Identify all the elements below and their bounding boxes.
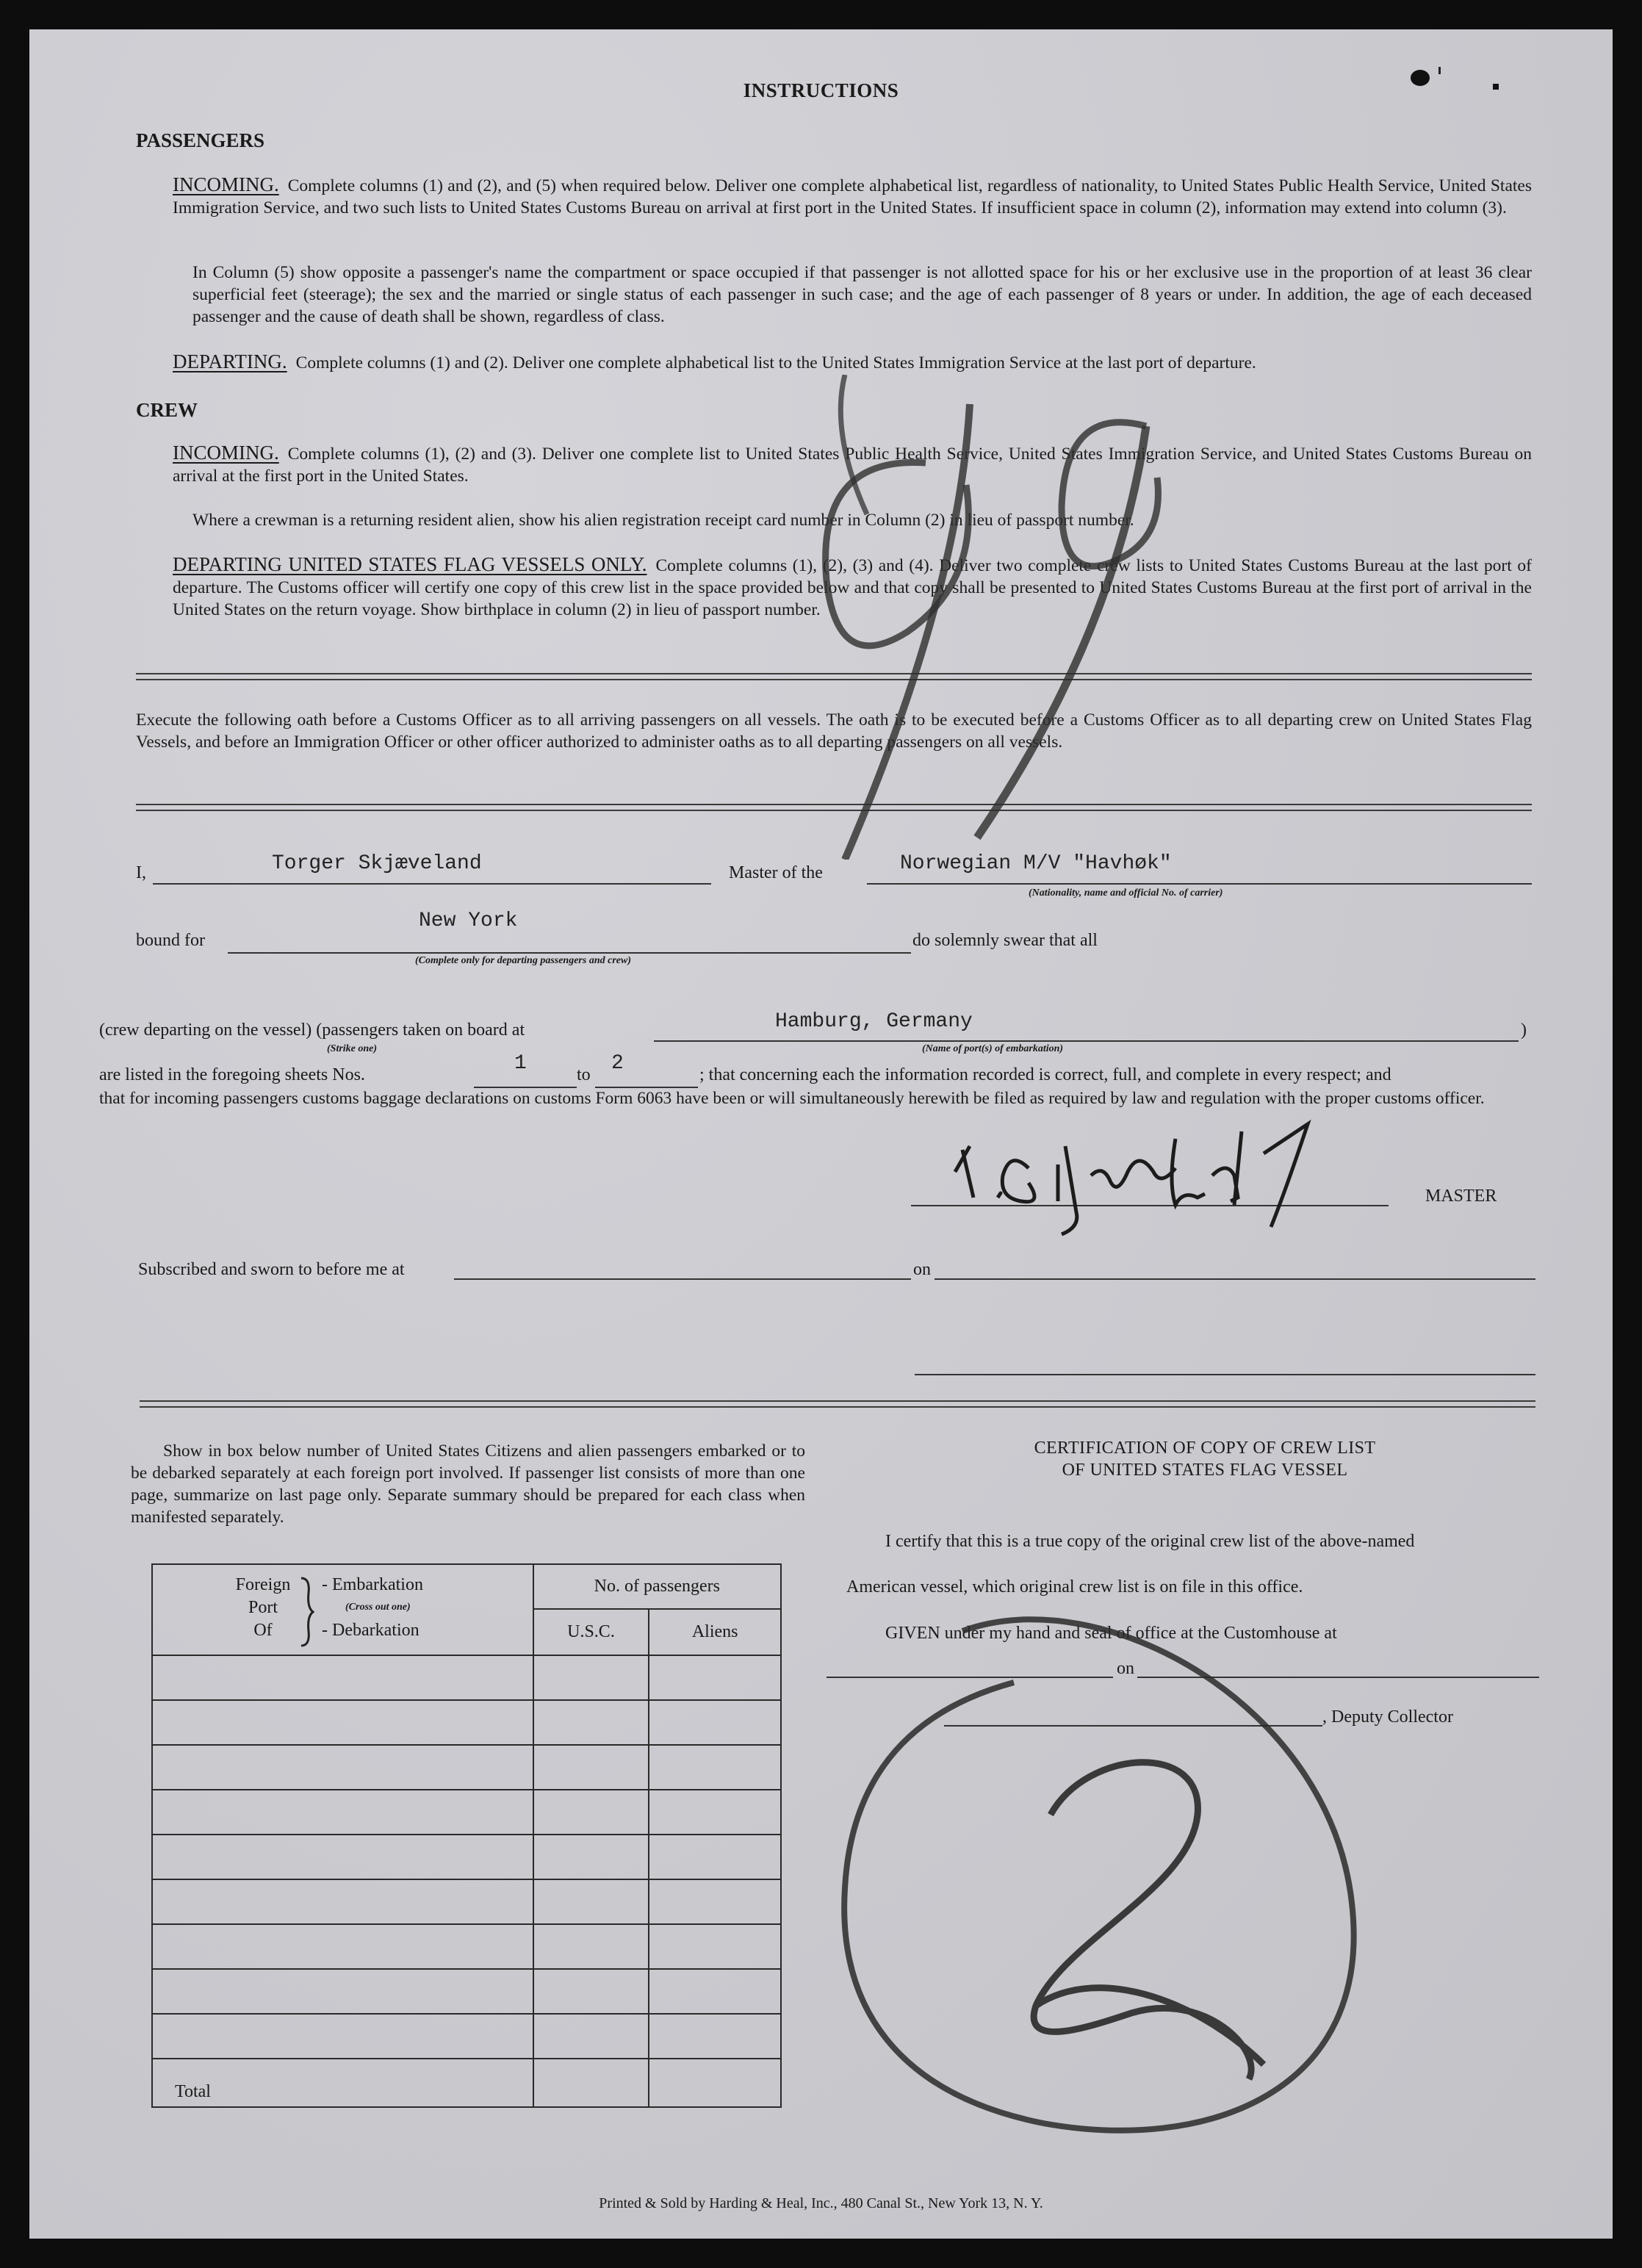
ink-blot — [1411, 70, 1430, 86]
swear-label: do solemnly swear that all — [912, 931, 1098, 950]
crew-alien-note: Where a crewman is a returning resident alien, show his alien registration receipt card number in Column (2) in lieu of passport number. — [192, 511, 1134, 530]
strike-caption: (Strike one) — [327, 1043, 378, 1054]
passengers-departing-text: Complete columns (1) and (2). Deliver one complete alphabetical list to the United States Immigration Service at the last port of departure. — [295, 353, 1256, 372]
crew-incoming-text: Complete columns (1), (2) and (3). Deliver one complete list to United States Public Health Service, United States Immigration Service, and United States Customs Bureau on arrival at the first port in the United States. — [173, 444, 1532, 486]
crew-departing-text: Complete columns (1), (2), (3) and (4). Deliver two complete crew lists to United States Customs Bureau at the last port of departure. The Customs officer will certify one copy of this crew list in the space provided below and that copy shall be presented to United States Customs Bureau at the first port of arrival in the United States on the return voyage. Show birthplace in column (2) in lieu of passport number. — [173, 556, 1532, 619]
passengers-incoming-text: Complete columns (1) and (2), and (5) when required below. Deliver one complete alphabetical list, regardless of nationality, to United States Public Health Service, United States Immigration Service, and two such lists to United States Customs Bureau on arrival at first port in the United States. If insufficient space in column (2), information may extend into column (3). — [173, 176, 1532, 217]
table-cell[interactable] — [152, 1655, 533, 1700]
table-cell[interactable] — [152, 1879, 533, 1924]
bound-for-value: New York — [419, 910, 518, 932]
table-cell[interactable] — [649, 1879, 781, 1924]
table-cell[interactable] — [533, 1969, 649, 2014]
i-label: I, — [136, 863, 146, 882]
table-cell[interactable] — [533, 1655, 649, 1700]
divider — [140, 1406, 1535, 1408]
table-cell[interactable] — [649, 1969, 781, 2014]
certification-on: on — [1117, 1659, 1134, 1678]
certification-title-1: CERTIFICATION OF COPY OF CREW LIST — [1034, 1439, 1376, 1458]
bound-for-label: bound for — [136, 931, 205, 950]
table-cell[interactable] — [152, 1700, 533, 1745]
passengers-departing-label: DEPARTING. — [173, 350, 287, 372]
brace-icon — [298, 1575, 314, 1649]
circled-page-number — [823, 1594, 1411, 2167]
table-cell[interactable] — [533, 1790, 649, 1835]
embarkation-label: - Embarkation — [322, 1575, 423, 1594]
vessel-name: Norwegian M/V "Havhøk" — [900, 852, 1172, 875]
table-cell[interactable] — [649, 1924, 781, 1969]
table-cell[interactable] — [533, 2014, 649, 2059]
table-cell[interactable] — [533, 1924, 649, 1969]
summary-instructions: Show in box below number of United States Citizens and alien passengers embarked or to be debarked separately at each foreign port involved. If passenger list consists of more than one page, summarize on last page only. Separate summary should be prepared for each class when manifested separately. — [131, 1441, 805, 1527]
table-cell[interactable] — [152, 1835, 533, 1879]
table-cell[interactable] — [152, 1924, 533, 1969]
crew-departing-strike: (crew departing on the vessel) (passengers taken on board at — [99, 1020, 525, 1040]
debarkation-label: - Debarkation — [322, 1621, 419, 1640]
ink-mark — [1438, 67, 1441, 74]
table-cell[interactable] — [152, 1790, 533, 1835]
no-passengers-header: No. of passengers — [533, 1564, 781, 1609]
certification-line-3: GIVEN under my hand and seal of office at the Customhouse at — [885, 1624, 1337, 1643]
usc-header: U.S.C. — [533, 1609, 649, 1655]
table-cell[interactable] — [649, 1655, 781, 1700]
passengers-column5: In Column (5) show opposite a passenger's name the compartment or space occupied if that passenger is not allotted space for his or her exclusive use in the proportion of at least 36 clear superficial feet (steerage); the sex and the married or single status of each passenger in such case; and the age of each passenger of 8 years or under. In addition, the age of each deceased passenger and the cause of death shall be shown, regardless of class. — [192, 263, 1532, 326]
crew-heading: CREW — [136, 399, 198, 421]
certification-line-1: I certify that this is a true copy of the original crew list of the above-named — [885, 1532, 1415, 1551]
table-cell[interactable] — [649, 1790, 781, 1835]
crew-departing-label: DEPARTING UNITED STATES FLAG VESSELS ONLY. — [173, 553, 647, 575]
sheet-from: 1 — [514, 1052, 527, 1075]
crew-list-form — [29, 29, 1613, 2239]
master-name: Torger Skjæveland — [272, 852, 482, 875]
master-signature — [933, 1095, 1389, 1249]
listed-rest: ; that concerning each the information recorded is correct, full, and complete in every respect; and — [699, 1065, 1391, 1084]
deputy-collector-label: , Deputy Collector — [1322, 1707, 1453, 1727]
page-title: INSTRUCTIONS — [743, 79, 899, 101]
sheet-to: 2 — [611, 1052, 624, 1075]
aliens-header: Aliens — [649, 1609, 781, 1655]
ink-dot — [1493, 84, 1499, 90]
cross-out-caption: (Cross out one) — [345, 1602, 411, 1613]
passengers-departing — [173, 350, 1532, 374]
table-cell[interactable] — [533, 1879, 649, 1924]
passengers-incoming-label: INCOMING. — [173, 173, 279, 195]
oath-intro: Execute the following oath before a Customs Officer as to all arriving passengers on all vessels. The oath is to be executed before a Customs Officer as to all departing crew on United States Flag Vessels, and before an Immigration Officer or other officer authorized to administer oaths as to all departing passengers on all vessels. — [136, 710, 1532, 752]
table-cell[interactable] — [152, 2014, 533, 2059]
bound-for-caption: (Complete only for departing passengers and crew) — [415, 955, 631, 966]
passengers-incoming — [173, 173, 1532, 219]
table-cell[interactable] — [533, 1835, 649, 1879]
subscribed-label: Subscribed and sworn to before me at — [138, 1260, 405, 1279]
foreign-port-label: Foreign Port Of — [235, 1575, 291, 1640]
certification-title-2: OF UNITED STATES FLAG VESSEL — [1062, 1461, 1348, 1480]
aliens-total-cell[interactable] — [649, 2059, 781, 2107]
printer-footer: Printed & Sold by Harding & Heal, Inc., 480 Canal St., New York 13, N. Y. — [599, 2195, 1043, 2211]
table-cell[interactable] — [649, 1835, 781, 1879]
vessel-caption: (Nationality, name and official No. of carrier) — [1029, 888, 1223, 899]
officer-signature-field[interactable] — [915, 1352, 1535, 1375]
passenger-summary-table — [151, 1563, 782, 2108]
close-paren: ) — [1521, 1020, 1527, 1040]
on-label: on — [913, 1260, 931, 1279]
sheet-to-field[interactable] — [595, 1062, 698, 1088]
subscribed-date-field[interactable] — [935, 1256, 1535, 1280]
usc-total-cell[interactable] — [533, 2059, 649, 2107]
table-cell[interactable] — [152, 1969, 533, 2014]
handwritten-pencil-mark — [801, 375, 1411, 860]
master-label: MASTER — [1425, 1187, 1497, 1206]
table-cell[interactable] — [649, 1700, 781, 1745]
table-cell[interactable] — [533, 1700, 649, 1745]
table-cell[interactable] — [649, 2014, 781, 2059]
certification-line-2: American vessel, which original crew list is on file in this office. — [846, 1577, 1303, 1596]
port-header-cell — [152, 1564, 533, 1655]
to-label: to — [577, 1065, 591, 1084]
table-cell[interactable] — [152, 1745, 533, 1790]
port-caption: (Name of port(s) of embarkation) — [922, 1043, 1064, 1054]
bound-for-field[interactable] — [228, 927, 911, 954]
listed-label: are listed in the foregoing sheets Nos. — [99, 1065, 365, 1084]
passengers-heading: PASSENGERS — [136, 129, 265, 151]
divider — [140, 1400, 1535, 1402]
table-cell[interactable] — [649, 1745, 781, 1790]
subscribed-place-field[interactable] — [454, 1256, 911, 1280]
table-cell[interactable] — [533, 1745, 649, 1790]
total-label: Total — [152, 2059, 533, 2107]
baggage-text: that for incoming passengers customs baggage declarations on customs Form 6063 have been or will simultaneously herewith be filed as required by law and regulation with the proper customs officer. — [99, 1089, 1485, 1108]
port-value: Hamburg, Germany — [775, 1010, 973, 1033]
crew-incoming-label: INCOMING. — [173, 442, 279, 464]
master-of-label: Master of the — [729, 863, 823, 882]
